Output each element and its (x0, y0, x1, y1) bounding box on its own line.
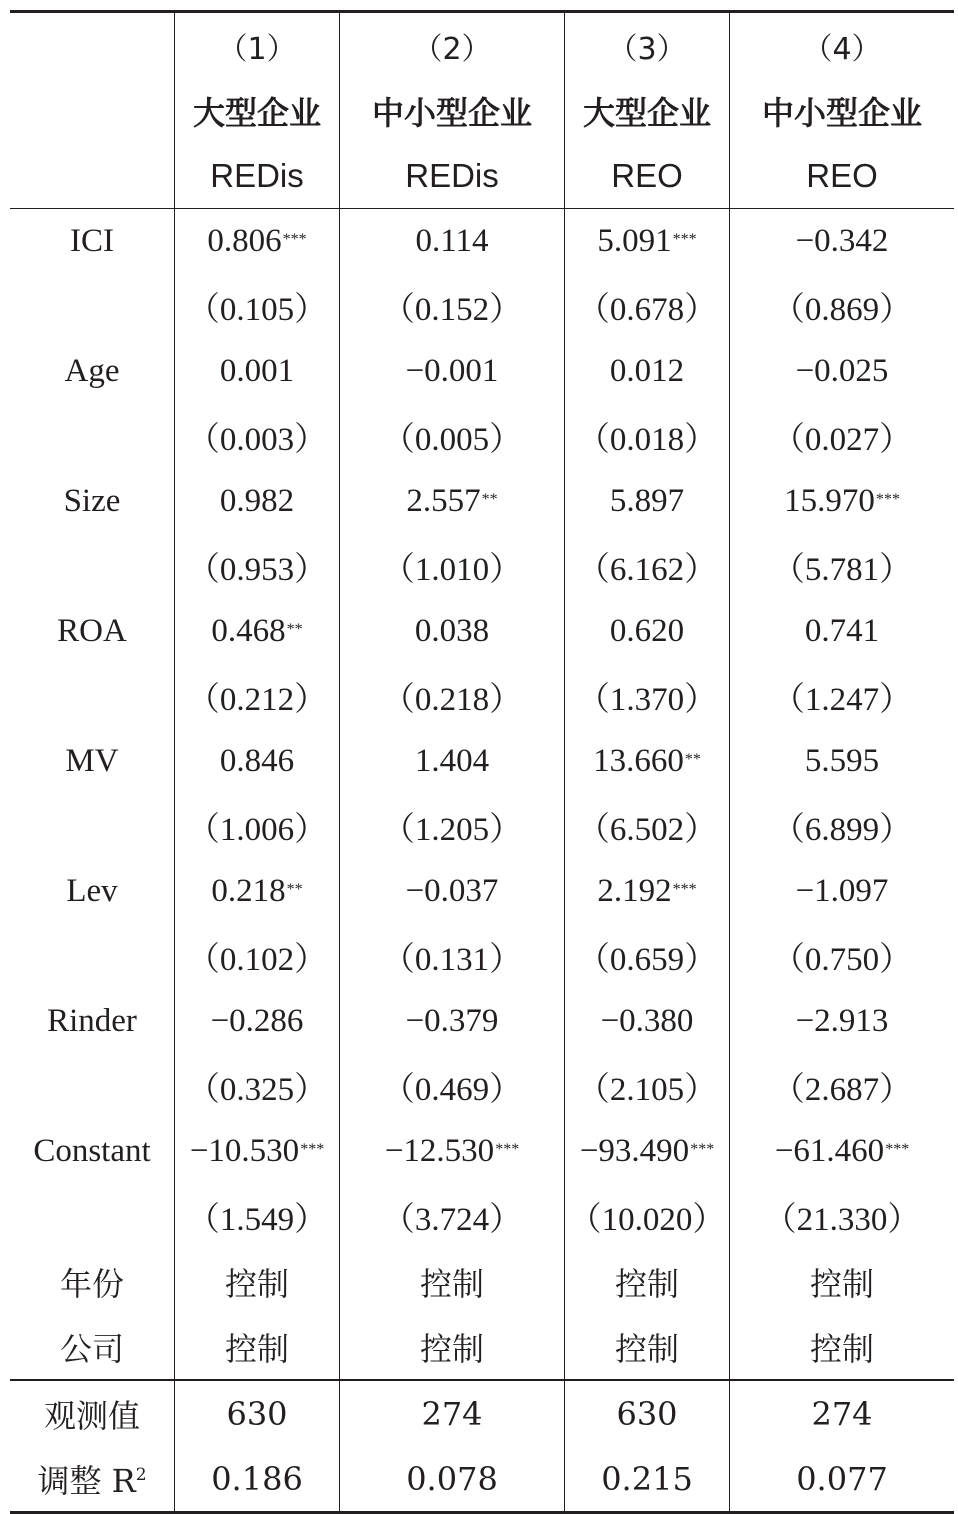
std-error: （10.020） (564, 1184, 729, 1249)
coef-cell (174, 989, 339, 1054)
row-label: 年份 (59, 1264, 124, 1303)
std-error: （0.018） (564, 404, 729, 469)
coef-value: 1.404 (414, 743, 490, 779)
std-error: （1.006） (174, 794, 339, 859)
coef-value: 0.012 (609, 353, 685, 389)
control-value: 控制 (729, 1314, 954, 1379)
std-error: （6.502） (564, 794, 729, 859)
row-label-empty (10, 664, 174, 729)
coef-cell (339, 1119, 564, 1184)
obs-row (10, 1379, 954, 1446)
coef-row (10, 469, 954, 534)
se-row (10, 404, 954, 469)
std-error: （0.659） (564, 924, 729, 989)
row-label: Size (63, 483, 121, 519)
coef-value: 5.091 (597, 223, 672, 259)
std-error: （6.162） (564, 534, 729, 599)
std-error: （0.102） (174, 924, 339, 989)
coef-row (10, 859, 954, 924)
row-label-empty (10, 924, 174, 989)
std-error: （0.953） (174, 534, 339, 599)
coef-cell (174, 339, 339, 404)
se-row (10, 534, 954, 599)
coef-cell (339, 989, 564, 1054)
coef-value: −61.460 (774, 1133, 885, 1169)
coef-value: −0.379 (405, 1003, 499, 1039)
coef-cell (564, 209, 729, 274)
coef-value: −93.490 (579, 1133, 690, 1169)
control-value: 控制 (339, 1314, 564, 1379)
se-row (10, 274, 954, 339)
control-row (10, 1249, 954, 1314)
obs-value: 630 (564, 1381, 729, 1446)
col-group: 中小型企业 (339, 78, 564, 143)
significance-stars: ** (286, 880, 303, 898)
coef-cell (729, 209, 954, 274)
std-error: （0.212） (174, 664, 339, 729)
row-label-empty (10, 404, 174, 469)
coef-value: 15.970 (784, 483, 875, 519)
std-error: （0.869） (729, 274, 954, 339)
row-label-empty (10, 534, 174, 599)
row-label: Constant (33, 1133, 151, 1169)
significance-stars: ** (684, 750, 701, 768)
coef-cell (729, 729, 954, 794)
r2-value: 0.186 (174, 1446, 339, 1511)
coef-row (10, 989, 954, 1054)
regression-table (10, 10, 954, 1514)
col-number: （3） (564, 13, 729, 78)
coef-value: 2.192 (597, 873, 672, 909)
coef-value: 5.595 (804, 743, 880, 779)
coef-cell (339, 339, 564, 404)
coef-row (10, 208, 954, 274)
coef-value: 0.620 (609, 613, 685, 649)
coef-cell (729, 1119, 954, 1184)
control-value: 控制 (564, 1249, 729, 1314)
control-value: 控制 (174, 1314, 339, 1379)
coef-value: −0.286 (210, 1003, 304, 1039)
control-value: 控制 (564, 1314, 729, 1379)
coef-value: 0.001 (219, 353, 295, 389)
row-label: Rinder (47, 1003, 137, 1039)
coef-value: 0.741 (804, 613, 880, 649)
row-label: 调整 R 2 (37, 1461, 147, 1500)
coef-value: −12.530 (384, 1133, 495, 1169)
row-label-empty (10, 1054, 174, 1119)
coef-cell (339, 469, 564, 534)
coef-value: −1.097 (795, 873, 889, 909)
header-number-row (10, 13, 954, 78)
coef-cell (564, 859, 729, 924)
coef-cell (729, 859, 954, 924)
coef-cell (339, 859, 564, 924)
r2-value: 0.077 (729, 1446, 954, 1511)
row-label-empty (10, 1184, 174, 1249)
coef-value: 2.557 (406, 483, 481, 519)
coef-row (10, 729, 954, 794)
obs-value: 274 (729, 1381, 954, 1446)
se-row (10, 664, 954, 729)
col-dependent-var: REDis (339, 143, 564, 208)
std-error: （2.105） (564, 1054, 729, 1119)
std-error: （1.010） (339, 534, 564, 599)
std-error: （1.205） (339, 794, 564, 859)
significance-stars: *** (875, 490, 900, 508)
coef-value: 0.468 (211, 613, 286, 649)
coef-row (10, 339, 954, 404)
std-error: （1.370） (564, 664, 729, 729)
std-error: （21.330） (729, 1184, 954, 1249)
significance-stars: *** (300, 1140, 325, 1158)
header-group-row (10, 78, 954, 143)
col-dependent-var: REDis (174, 143, 339, 208)
std-error: （0.750） (729, 924, 954, 989)
control-row (10, 1314, 954, 1379)
coef-cell (339, 209, 564, 274)
header-corner (10, 13, 174, 78)
se-row (10, 794, 954, 859)
coef-value: 0.114 (415, 223, 489, 259)
col-dependent-var: REO (729, 143, 954, 208)
std-error: （2.687） (729, 1054, 954, 1119)
coef-cell (564, 989, 729, 1054)
coef-cell (174, 209, 339, 274)
significance-stars: ** (286, 620, 303, 638)
col-dependent-var: REO (564, 143, 729, 208)
row-label: ICI (70, 223, 114, 259)
col-number: （2） (339, 13, 564, 78)
coef-cell (564, 599, 729, 664)
se-row (10, 924, 954, 989)
coef-value: 0.218 (211, 873, 286, 909)
control-value: 控制 (339, 1249, 564, 1314)
row-label: ROA (57, 613, 127, 649)
coef-value: 0.846 (219, 743, 295, 779)
header-dep-row (10, 143, 954, 208)
std-error: （5.781） (729, 534, 954, 599)
col-number: （1） (174, 13, 339, 78)
std-error: （3.724） (339, 1184, 564, 1249)
se-row (10, 1184, 954, 1249)
coef-cell (174, 599, 339, 664)
significance-stars: *** (690, 1140, 715, 1158)
coef-value: −0.025 (795, 353, 889, 389)
coef-cell (339, 729, 564, 794)
coef-row (10, 1119, 954, 1184)
r2-row (10, 1446, 954, 1511)
std-error: （1.549） (174, 1184, 339, 1249)
std-error: （0.678） (564, 274, 729, 339)
coef-cell (339, 599, 564, 664)
significance-stars: *** (282, 230, 307, 248)
se-row (10, 1054, 954, 1119)
coef-value: −0.342 (795, 223, 889, 259)
obs-value: 274 (339, 1381, 564, 1446)
coef-cell (729, 989, 954, 1054)
std-error: （0.325） (174, 1054, 339, 1119)
coef-value: −2.913 (795, 1003, 889, 1039)
coef-cell (174, 469, 339, 534)
row-label: MV (65, 743, 119, 779)
table-body (10, 208, 954, 1379)
coef-cell (174, 1119, 339, 1184)
coef-cell (564, 1119, 729, 1184)
std-error: （0.469） (339, 1054, 564, 1119)
coef-value: 0.038 (414, 613, 490, 649)
std-error: （0.218） (339, 664, 564, 729)
col-group: 中小型企业 (729, 78, 954, 143)
std-error: （0.152） (339, 274, 564, 339)
coef-cell (729, 599, 954, 664)
coef-cell (174, 729, 339, 794)
row-label: Lev (66, 873, 118, 909)
std-error: （0.131） (339, 924, 564, 989)
coef-cell (174, 859, 339, 924)
std-error: （6.899） (729, 794, 954, 859)
coef-value: 5.897 (609, 483, 685, 519)
coef-value: −0.001 (405, 353, 499, 389)
obs-value: 630 (174, 1381, 339, 1446)
std-error: （0.105） (174, 274, 339, 339)
control-value: 控制 (174, 1249, 339, 1314)
significance-stars: *** (495, 1140, 520, 1158)
col-group: 大型企业 (564, 78, 729, 143)
coef-value: 0.806 (207, 223, 282, 259)
r2-value: 0.078 (339, 1446, 564, 1511)
row-label: 观测值 (43, 1396, 140, 1435)
coef-cell (729, 339, 954, 404)
coef-cell (564, 339, 729, 404)
control-value: 控制 (729, 1249, 954, 1314)
std-error: （0.005） (339, 404, 564, 469)
row-label-empty (10, 794, 174, 859)
coef-cell (729, 469, 954, 534)
col-number: （4） (729, 13, 954, 78)
significance-stars: *** (885, 1140, 910, 1158)
significance-stars: ** (481, 490, 498, 508)
coef-value: 13.660 (593, 743, 684, 779)
coef-row (10, 599, 954, 664)
std-error: （0.003） (174, 404, 339, 469)
significance-stars: *** (672, 230, 697, 248)
coef-cell (564, 729, 729, 794)
col-group: 大型企业 (174, 78, 339, 143)
coef-value: −0.380 (600, 1003, 694, 1039)
r2-value: 0.215 (564, 1446, 729, 1511)
coef-value: 0.982 (219, 483, 295, 519)
row-label-empty (10, 274, 174, 339)
significance-stars: *** (672, 880, 697, 898)
coef-value: −10.530 (189, 1133, 300, 1169)
row-label: 公司 (59, 1329, 124, 1368)
std-error: （0.027） (729, 404, 954, 469)
row-label: Age (64, 353, 120, 389)
coef-value: −0.037 (405, 873, 499, 909)
coef-cell (564, 469, 729, 534)
std-error: （1.247） (729, 664, 954, 729)
